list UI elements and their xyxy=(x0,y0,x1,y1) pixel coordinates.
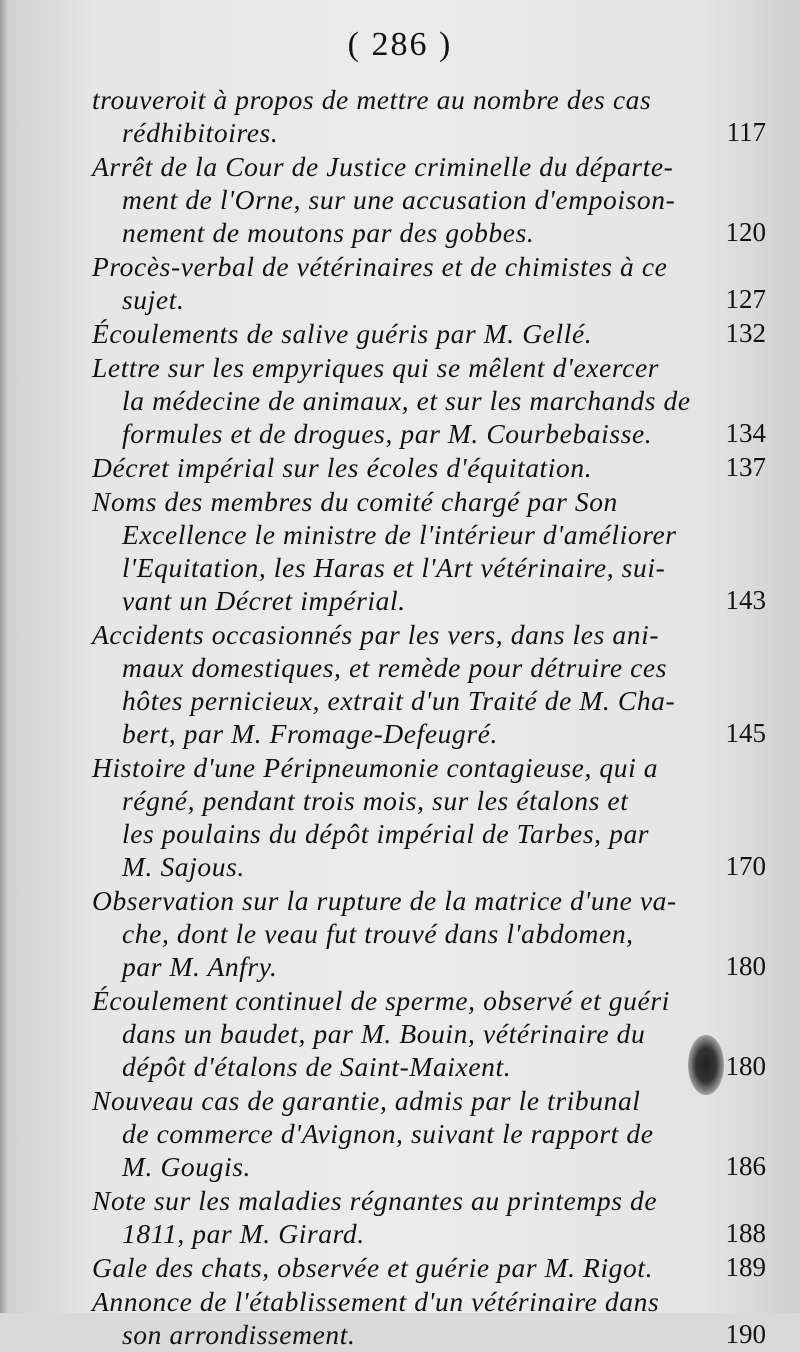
toc-page-number: 186 xyxy=(725,1151,766,1181)
toc-entry xyxy=(92,83,772,149)
toc-entry xyxy=(92,451,772,484)
toc-entry-line: vant un Décret impérial. xyxy=(122,585,406,616)
toc-entry-line: les poulains du dépôt impérial de Tarbes, par xyxy=(122,818,650,849)
toc-entry-line: sujet. xyxy=(122,284,185,315)
toc-entry-line: bert, par M. Fromage-Defeugré. xyxy=(122,718,498,749)
toc-page-number: 120 xyxy=(725,217,766,247)
toc-entry-line: Gale des chats, observée et guérie par M. Rigot. xyxy=(92,1252,654,1283)
toc-entry-line: Procès-verbal de vétérinaires et de chimistes à ce xyxy=(92,251,668,282)
toc-entry-line: M. Sajous. xyxy=(122,851,245,882)
toc-page-number: 188 xyxy=(725,1218,766,1248)
toc-entry xyxy=(92,250,772,316)
toc-entry-line: Écoulements de salive guéris par M. Gellé. xyxy=(92,318,593,349)
toc-page-number: 180 xyxy=(725,951,766,981)
toc-page-number: 117 xyxy=(726,117,766,147)
toc-page-number: 189 xyxy=(725,1252,766,1282)
toc-entry-line: Annonce de l'établissement d'un vétérinaire dans xyxy=(92,1286,660,1317)
toc-entry-line: trouveroit à propos de mettre au nombre des cas xyxy=(92,84,652,115)
toc-entry xyxy=(92,150,772,249)
toc-entry-line: che, dont le veau fut trouvé dans l'abdomen, xyxy=(122,918,634,949)
toc-entry-line: Observation sur la rupture de la matrice d'une va- xyxy=(92,885,677,916)
toc-entry xyxy=(92,1084,772,1183)
toc-entry-line: Décret impérial sur les écoles d'équitation. xyxy=(92,452,593,483)
toc-entry xyxy=(92,1184,772,1250)
toc-page-number: 127 xyxy=(725,284,766,314)
page-header-number: ( 286 ) xyxy=(347,26,453,63)
toc-entry-line: Arrêt de la Cour de Justice criminelle du départe- xyxy=(92,151,674,182)
toc-entry-line: Histoire d'une Péripneumonie contagieuse, qui a xyxy=(92,752,659,783)
page-edge-shadow xyxy=(0,0,8,1313)
toc-entry xyxy=(92,485,772,617)
toc-entry-line: Excellence le ministre de l'intérieur d'améliorer xyxy=(122,519,677,550)
toc-entry-line: nement de moutons par des gobbes. xyxy=(122,217,535,248)
toc-entry-line: Écoulement continuel de sperme, observé et guéri xyxy=(92,985,670,1016)
toc-entry-line: Note sur les maladies régnantes au printemps de xyxy=(92,1185,658,1216)
ink-stain xyxy=(688,1035,724,1095)
toc-entry-line: l'Equitation, les Haras et l'Art vétérinaire, sui- xyxy=(122,552,666,583)
toc-entry-line: M. Gougis. xyxy=(122,1151,251,1182)
toc-page-number: 180 xyxy=(725,1051,766,1081)
toc-entry-line: hôtes pernicieux, extrait d'un Traité de M. Cha- xyxy=(122,685,676,716)
toc-entry-line: Noms des membres du comité chargé par Son xyxy=(92,486,618,517)
toc-entry-line: dans un baudet, par M. Bouin, vétérinaire du xyxy=(122,1018,646,1049)
toc-page-number: 143 xyxy=(725,585,766,615)
toc-page-number: 145 xyxy=(725,718,766,748)
toc-entry-line: Lettre sur les empyriques qui se mêlent d'exercer xyxy=(92,352,660,383)
toc-entry-line: régné, pendant trois mois, sur les étalons et xyxy=(122,785,629,816)
toc-entry-line: ment de l'Orne, sur une accusation d'empoison- xyxy=(122,184,676,215)
toc-page-number: 170 xyxy=(725,851,766,881)
toc-entry xyxy=(92,317,772,350)
toc-entry-line: Nouveau cas de garantie, admis par le tribunal xyxy=(92,1085,641,1116)
toc-entry-line: rédhibitoires. xyxy=(122,117,279,148)
toc-entry-line: maux domestiques, et remède pour détruire ces xyxy=(122,652,668,683)
toc-entry xyxy=(92,618,772,750)
toc-entry-line: la médecine de animaux, et sur les marchands de xyxy=(122,385,691,416)
toc-entry xyxy=(92,884,772,983)
toc-entry xyxy=(92,1285,772,1351)
toc-page-number: 132 xyxy=(725,318,766,348)
toc-entry-line: son arrondissement. xyxy=(122,1319,356,1350)
toc-entry xyxy=(92,751,772,883)
toc-entry xyxy=(92,351,772,450)
toc-entry-line: 1811, par M. Girard. xyxy=(122,1218,365,1249)
toc-page-number: 137 xyxy=(725,452,766,482)
toc-entry-line: dépôt d'étalons de Saint-Maixent. xyxy=(122,1051,512,1082)
toc-entry-line: formules et de drogues, par M. Courbebaisse. xyxy=(122,418,653,449)
toc-entry-line: Accidents occasionnés par les vers, dans les ani- xyxy=(92,619,660,650)
toc-entry xyxy=(92,984,772,1083)
table-of-contents xyxy=(92,83,772,1352)
toc-page-number: 190 xyxy=(725,1319,766,1349)
toc-page-number: 134 xyxy=(725,418,766,448)
toc-entry xyxy=(92,1251,772,1284)
toc-entry-line: par M. Anfry. xyxy=(122,951,278,982)
toc-entry-line: de commerce d'Avignon, suivant le rapport de xyxy=(122,1118,654,1149)
